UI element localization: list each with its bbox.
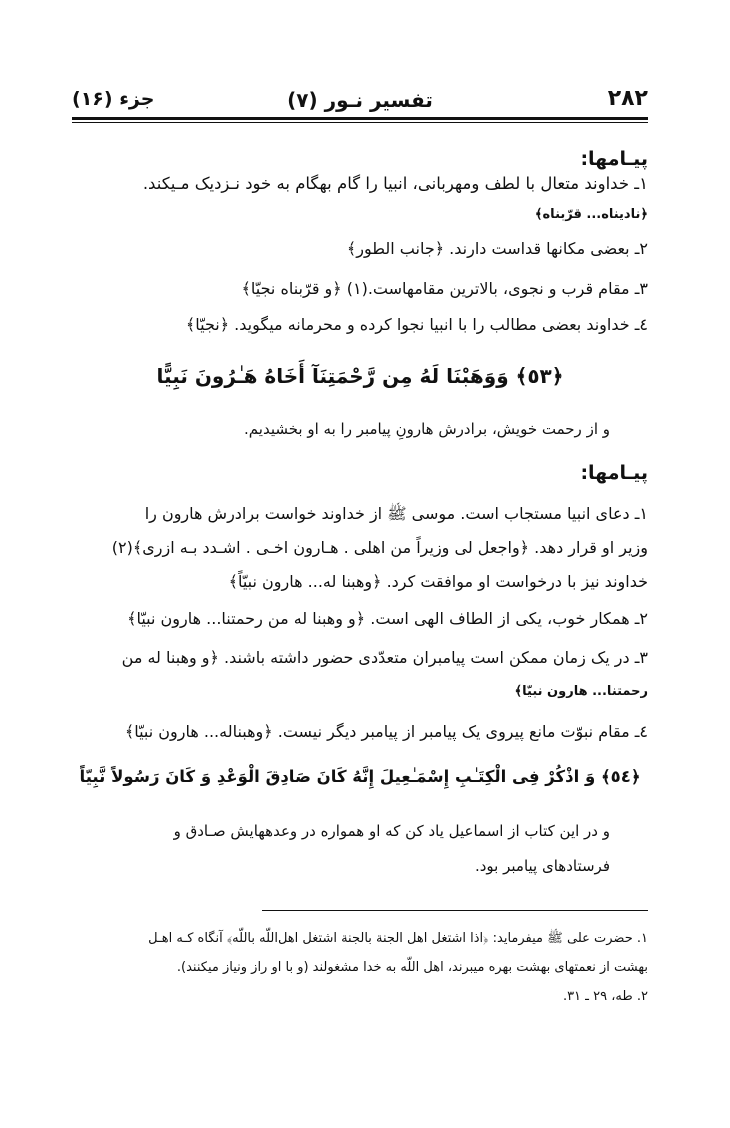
footnote-line: ۱. حضرت علی ﷺ میفرماید: ﴿اذا اشتغل اهل الجنة بالجنة اشتغل اهل‌اللّه باللّه﴾ آنگاه کـه اهـل [148, 931, 648, 946]
footnote-line: ۲. طه، ۲۹ ـ ۳۱. [562, 989, 648, 1004]
page-number: ۲۸۲ [607, 86, 648, 111]
message-line: وزیر او قرار دهد. ﴿واجعل لی وزیراً من اهلی . هـارون اخـی . اشـدد بـه ازری﴾(۲) [111, 538, 648, 557]
footnote-rule [262, 910, 648, 911]
header-rule-thin [72, 122, 648, 123]
message-line: ٤ـ مقام نبوّت مانع پیروی یک پیامبر از پیامبر دیگر نیست. ﴿وهبناله... هارون نبیّا﴾ [124, 722, 648, 741]
message-line: ۲ـ بعضی مکانها قداست دارند. ﴿جانب الطور﴾ [346, 239, 648, 258]
verse-53-translation: و از رحمت خویش، برادرش هارونِ پیامبر را به او بخشیدیم. [244, 420, 610, 438]
message-line: رحمتنا... هارون نبیّا﴾ [514, 684, 648, 699]
message-line: ۲ـ همکار خوب، یکی از الطاف الهی است. ﴿و وهبنا له من رحمتنا... هارون نبیّا﴾ [127, 609, 648, 628]
message-line: ۱ـ دعای انبیا مستجاب است. موسی ﷺ از خداوند خواست برادرش هارون را [144, 504, 648, 523]
page-header [72, 86, 648, 116]
verse-54-translation-line: فرستادهای پیامبر بود. [474, 857, 610, 875]
message-line: خداوند نیز با درخواست او موافقت کرد. ﴿وهبنا له... هارون نبیّاً﴾ [228, 572, 648, 591]
message-line: ٤ـ خداوند بعضی مطالب را با انبیا نجوا کرده و محرمانه میگوید. ﴿نجیّا﴾ [185, 315, 648, 334]
header-rule-thick [72, 117, 648, 120]
verse-54: ﴿٥٤﴾ وَ اذْكُرْ فِى الْكِتَـٰبِ إِسْمَـٰعِيلَ إِنَّهُ كَانَ صَادِقَ الْوَعْدِ وَ كَانَ رَسُولاً نَّبِيّاً [79, 767, 641, 786]
message-line: ۳ـ در یک زمان ممکن است پیامبران متعدّدی حضور داشته باشند. ﴿و وهبنا له من [121, 648, 648, 667]
footnote-line: بهشت از نعمتهای بهشت بهره میبرند، اهل اللّه به خدا مشغولند (و با او راز ونیاز میکنند). [176, 960, 648, 975]
section-heading-1: پیـامها: [580, 148, 648, 170]
quote-line: ﴿نادیناه... قرّبناه﴾ [534, 207, 648, 222]
running-title: تفسیر نـور (۷) [287, 88, 433, 112]
message-line: ۳ـ مقام قرب و نجوی، بالاترین مقامهاست.(۱) ﴿و قرّبناه نجیّا﴾ [241, 279, 648, 298]
juz-label: جزء (۱۶) [72, 88, 155, 110]
section-heading-2: پیـامها: [580, 462, 648, 484]
verse-54-translation-line: و در این کتاب از اسماعیل یاد کن که او همواره در وعدههایش صـادق و [173, 822, 610, 840]
verse-53: ﴿٥٣﴾ وَوَهَبْنَا لَهُ مِن رَّحْمَتِنَآ أَخَاهُ هَـٰرُونَ نَبِيًّا [156, 364, 564, 388]
message-line: ۱ـ خداوند متعال با لطف ومهربانی، انبیا را گام بهگام به خود نـزدیک مـیکند. [142, 174, 648, 193]
